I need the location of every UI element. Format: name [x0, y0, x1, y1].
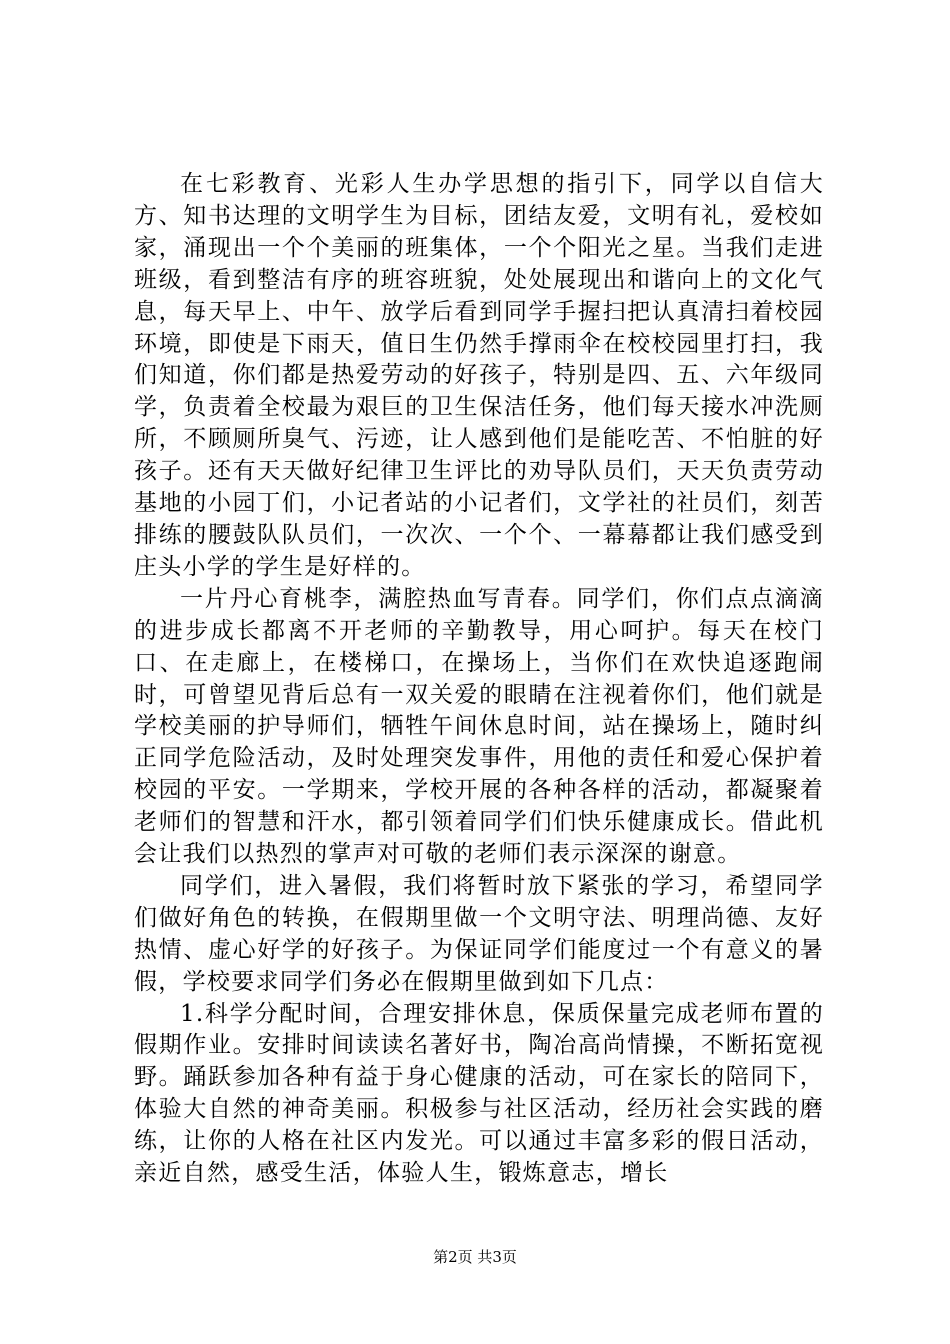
paragraph: 在七彩教育、光彩人生办学思想的指引下，同学以自信大方、知书达理的文明学生为目标，团结友爱，文明有礼，爱校如家，涌现出一个个美丽的班集体，一个个阳光之星。当我们走进班级，看到整洁有序的班容班貌，处处展现出和谐向上的文化气息，每天早上、中午、放学后看到同学手握扫把认真清扫着校园环境，即使是下雨天，值日生仍然手撑雨伞在校校园里打扫，我们知道，你们都是热爱劳动的好孩子，特别是四、五、六年级同学，负责着全校最为艰巨的卫生保洁任务，他们每天接水冲洗厕所，不顾厕所臭气、污迹，让人感到他们是能吃苦、不怕脏的好孩子。还有天天做好纪律卫生评比的劝导队员们，天天负责劳动基地的小园丁们，小记者站的小记者们，文学社的社员们，刻苦排练的腰鼓队队员们，一次次、一个个、一幕幕都让我们感受到庄头小学的学生是好样的。 — [134, 171, 824, 580]
paragraph: 1.科学分配时间，合理安排休息，保质保量完成老师布置的假期作业。安排时间读读名著好书，陶冶高尚情操，不断拓宽视野。踊跃参加各种有益于身心健康的活动，可在家长的陪同下，体验大自然的神奇美丽。积极参与社区活动，经历社会实践的磨练，让你的人格在社区内发光。可以通过丰富多彩的假日活动，亲近自然，感受生活，体验人生，锻炼意志，增长 — [134, 1000, 824, 1187]
paragraph: 同学们，进入暑假，我们将暂时放下紧张的学习，希望同学们做好角色的转换，在假期里做一个文明守法、明理尚德、友好热情、虚心好学的好孩子。为保证同学们能度过一个有意义的暑假，学校要求同学们务必在假期里做到如下几点： — [134, 872, 824, 995]
page-footer — [0, 1246, 950, 1267]
paragraph: 一片丹心育桃李，满腔热血写青春。同学们，你们点点滴滴的进步成长都离不开老师的辛勤教导，用心呵护。每天在校门口、在走廊上，在楼梯口，在操场上，当你们在欢快追逐跑闹时，可曾望见背后总有一双关爱的眼睛在注视着你们，他们就是学校美丽的护导师们，牺牲午间休息时间，站在操场上，随时纠正同学危险活动，及时处理突发事件，用他的责任和爱心保护着校园的平安。一学期来，学校开展的各种各样的活动，都凝聚着老师们的智慧和汗水，都引领着同学们们快乐健康成长。借此机会让我们以热烈的掌声对可敬的老师们表示深深的谢意。 — [134, 585, 824, 868]
document-body — [134, 169, 824, 1190]
page-number: 第2页 共3页 — [433, 1248, 517, 1266]
